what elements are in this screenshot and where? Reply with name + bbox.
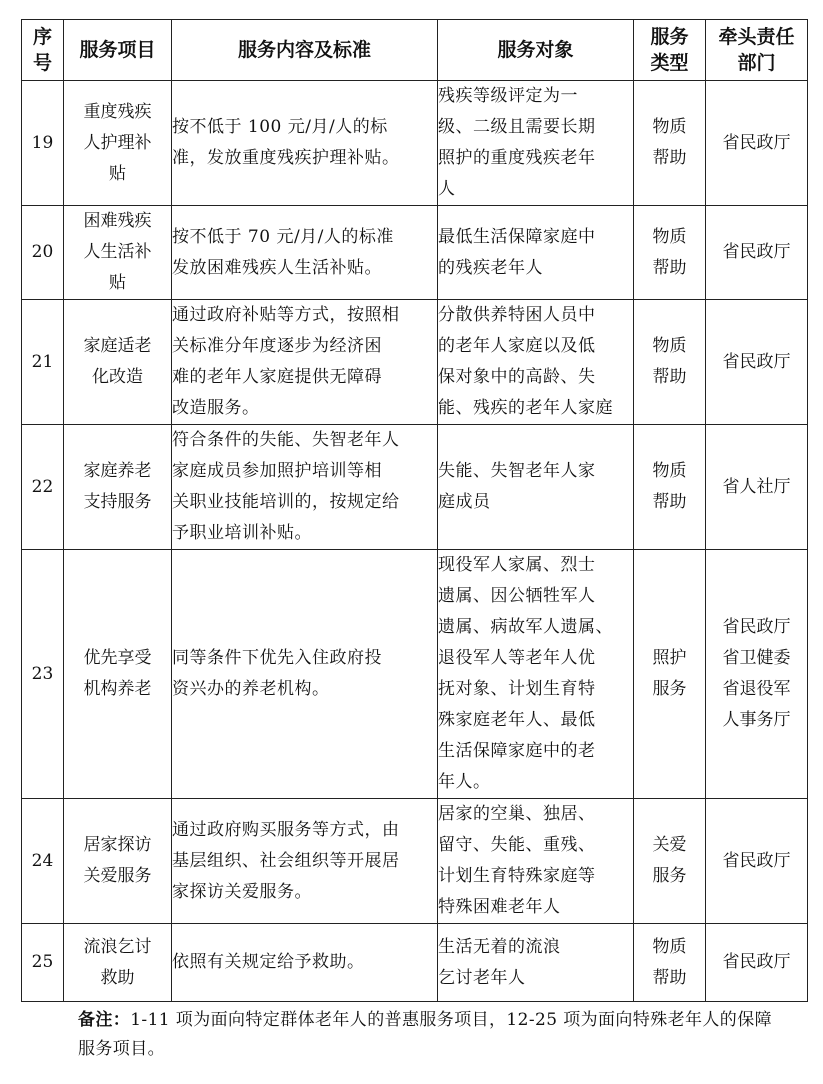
row-target: 生活无着的流浪 乞讨老年人 bbox=[438, 924, 634, 1002]
header-content: 服务内容及标准 bbox=[172, 20, 438, 81]
row-target: 失能、失智老年人家 庭成员 bbox=[438, 425, 634, 550]
row-type: 物质 帮助 bbox=[634, 425, 706, 550]
header-item: 服务项目 bbox=[64, 20, 172, 81]
header-row bbox=[22, 20, 808, 81]
row-content: 按不低于 100 元/月/人的标 准，发放重度残疾护理补贴。 bbox=[172, 81, 438, 206]
row-no: 19 bbox=[22, 81, 64, 206]
row-target: 现役军人家属、烈士 遗属、因公牺牲军人 遗属、病故军人遗属、 退役军人等老年人优 抚对象、计划生育特 殊家庭老年人、最低 生活保障家庭中的老 年人。 bbox=[438, 550, 634, 799]
table-row bbox=[22, 206, 808, 300]
row-item: 优先享受 机构养老 bbox=[64, 550, 172, 799]
row-no: 22 bbox=[22, 425, 64, 550]
row-content: 依照有关规定给予救助。 bbox=[172, 924, 438, 1002]
row-no: 21 bbox=[22, 300, 64, 425]
header-dept: 牵头责任 部门 bbox=[706, 20, 808, 81]
table-row bbox=[22, 799, 808, 924]
row-type: 关爱 服务 bbox=[634, 799, 706, 924]
row-type: 物质 帮助 bbox=[634, 81, 706, 206]
row-type: 物质 帮助 bbox=[634, 300, 706, 425]
row-item: 重度残疾 人护理补 贴 bbox=[64, 81, 172, 206]
row-type: 物质 帮助 bbox=[634, 924, 706, 1002]
table-row bbox=[22, 300, 808, 425]
row-content: 通过政府购买服务等方式，由 基层组织、社会组织等开展居 家探访关爱服务。 bbox=[172, 799, 438, 924]
row-item: 流浪乞讨 救助 bbox=[64, 924, 172, 1002]
row-target: 居家的空巢、独居、 留守、失能、重残、 计划生育特殊家庭等 特殊困难老年人 bbox=[438, 799, 634, 924]
row-content: 符合条件的失能、失智老年人 家庭成员参加照护培训等相 关职业技能培训的，按规定给 予职业培训补贴。 bbox=[172, 425, 438, 550]
row-no: 20 bbox=[22, 206, 64, 300]
header-no: 序 号 bbox=[22, 20, 64, 81]
row-item: 家庭养老 支持服务 bbox=[64, 425, 172, 550]
row-item: 居家探访 关爱服务 bbox=[64, 799, 172, 924]
row-target: 残疾等级评定为一 级、二级且需要长期 照护的重度残疾老年 人 bbox=[438, 81, 634, 206]
footnote bbox=[78, 1006, 778, 1064]
header-target: 服务对象 bbox=[438, 20, 634, 81]
row-type: 照护 服务 bbox=[634, 550, 706, 799]
row-dept: 省民政厅 bbox=[706, 924, 808, 1002]
footnote-text: 1-11 项为面向特定群体老年人的普惠服务项目，12-25 项为面向特殊老年人的保障服务项目。 bbox=[78, 1010, 773, 1059]
table-row bbox=[22, 924, 808, 1002]
row-dept: 省民政厅 bbox=[706, 206, 808, 300]
row-no: 24 bbox=[22, 799, 64, 924]
row-dept: 省民政厅 bbox=[706, 300, 808, 425]
row-dept: 省民政厅 省卫健委 省退役军 人事务厅 bbox=[706, 550, 808, 799]
row-no: 25 bbox=[22, 924, 64, 1002]
row-item: 家庭适老 化改造 bbox=[64, 300, 172, 425]
row-target: 分散供养特困人员中 的老年人家庭以及低 保对象中的高龄、失 能、残疾的老年人家庭 bbox=[438, 300, 634, 425]
row-content: 通过政府补贴等方式，按照相 关标准分年度逐步为经济困 难的老年人家庭提供无障碍 改造服务。 bbox=[172, 300, 438, 425]
row-no: 23 bbox=[22, 550, 64, 799]
row-content: 按不低于 70 元/月/人的标准 发放困难残疾人生活补贴。 bbox=[172, 206, 438, 300]
footnote-label: 备注： bbox=[78, 1010, 131, 1030]
row-dept: 省人社厅 bbox=[706, 425, 808, 550]
header-type: 服务 类型 bbox=[634, 20, 706, 81]
row-dept: 省民政厅 bbox=[706, 81, 808, 206]
row-content: 同等条件下优先入住政府投 资兴办的养老机构。 bbox=[172, 550, 438, 799]
row-dept: 省民政厅 bbox=[706, 799, 808, 924]
table-row bbox=[22, 81, 808, 206]
table-row bbox=[22, 425, 808, 550]
table-row bbox=[22, 550, 808, 799]
services-table bbox=[21, 19, 808, 1002]
row-target: 最低生活保障家庭中 的残疾老年人 bbox=[438, 206, 634, 300]
row-type: 物质 帮助 bbox=[634, 206, 706, 300]
row-item: 困难残疾 人生活补 贴 bbox=[64, 206, 172, 300]
